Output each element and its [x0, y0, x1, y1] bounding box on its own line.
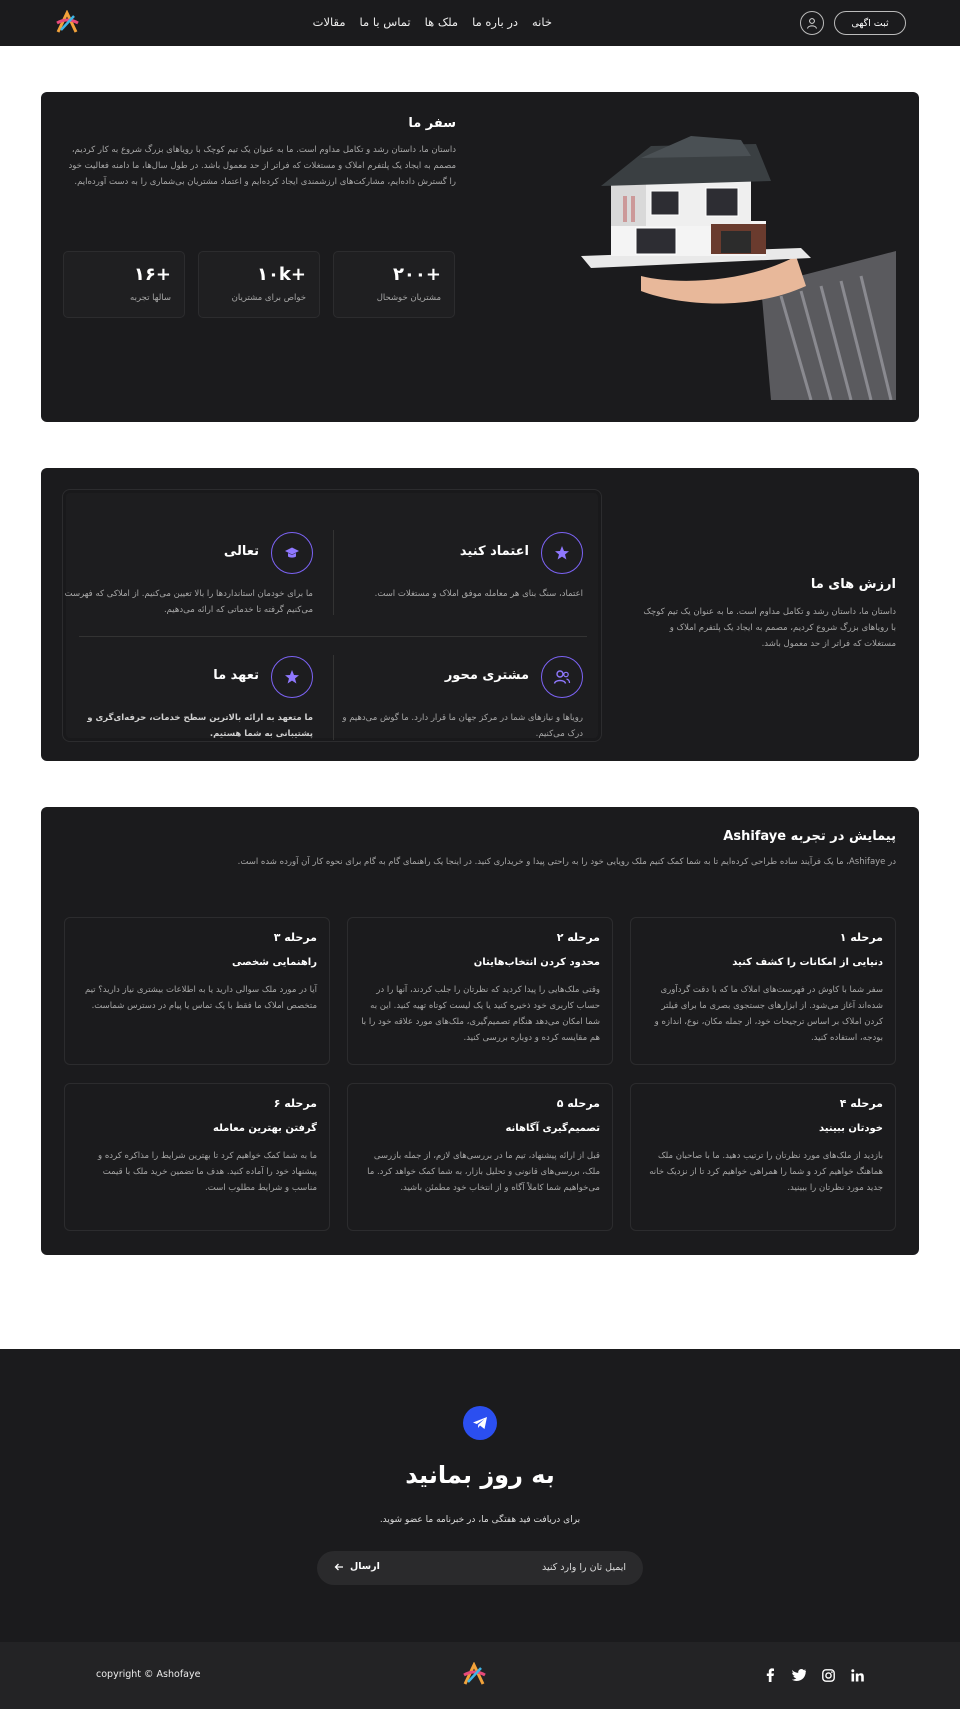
- step-text: آیا در مورد ملک سوالی دارید یا به اطلاعات بیشتری نیاز دارید؟ تیم متخصص املاک ما فقط با یک تماس یا پیام در دسترس شماست.: [84, 985, 317, 1011]
- value-item-commitment: [63, 656, 313, 756]
- nav-home[interactable]: خانه: [532, 15, 552, 29]
- step-title: تصمیم‌گیری آگاهانه: [505, 1123, 600, 1134]
- header: [0, 0, 960, 46]
- graduation-cap-icon: [271, 532, 313, 574]
- steps-text: در Ashifaye، ما یک فرآیند ساده طراحی کرده‌ایم تا به شما کمک کنیم ملک رویایی خود را به راحتی پیدا و خریداری کنید. در اینجا یک راهنمای گام به گام برای نحوه کار آن آورده شده است.: [237, 857, 896, 867]
- step-card-6: [64, 1083, 330, 1231]
- values-title: ارزش های ما: [810, 577, 896, 592]
- step-text: بازدید از ملک‌های مورد نظرتان را ترتیب دهید. ما با صاحبان ملک هماهنگ خواهیم کرد و شما را همراهی خواهیم کرد تا از نزدیک خانه جدید مورد نظرتان را ببینید.: [649, 1151, 883, 1193]
- user-icon: [806, 17, 818, 29]
- step-card-5: [347, 1083, 613, 1231]
- step-text: سفر شما با کاوش در فهرست‌های املاک ما که با دقت گردآوری شده‌اند آغاز می‌شود. از ابزارهای جستجوی بصری ما برای فیلتر کردن املاک بر اساس ترجیحات خود، از جمله مکان، نوع، اندازه و بودجه، استفاده کنید.: [654, 985, 883, 1043]
- logo-icon[interactable]: [54, 10, 80, 36]
- step-text: وقتی ملک‌هایی را پیدا کردید که نظرتان را جلب کردند، آنها را در حساب کاربری خود ذخیره کنید یا یک لیست کوتاه تهیه کنید. این به شما امکان می‌دهد هنگام تصمیم‌گیری، ملک‌های مورد علاقه خود را با هم مقایسه کرده و دوباره بررسی کنید.: [361, 985, 600, 1043]
- stat-value: +۱۶: [133, 264, 171, 285]
- users-icon: [541, 656, 583, 698]
- main-nav: [313, 15, 552, 29]
- stat-label: مشتریان خوشحال: [376, 293, 441, 303]
- copyright: copyright © Ashofaye: [96, 1669, 201, 1680]
- step-title: گرفتن بهترین معامله: [213, 1123, 317, 1134]
- email-field[interactable]: [317, 1551, 643, 1585]
- user-button[interactable]: [800, 11, 824, 35]
- step-title: خودتان ببینید: [819, 1123, 883, 1134]
- star-icon: [541, 532, 583, 574]
- value-item-trust: [333, 532, 583, 632]
- step-number: مرحله ۱: [839, 931, 883, 944]
- steps-title: پیمایش در تجربه Ashifaye: [723, 829, 896, 844]
- step-text: قبل از ارائه پیشنهاد، تیم ما در بررسی‌های لازم، از جمله بازرسی ملک، بررسی‌های قانونی و تحلیل بازار، به شما کمک خواهد کرد. ما می‌خواهیم شما کاملاً آگاه و از انتخاب خود مطمئن باشید.: [367, 1151, 600, 1193]
- values-grid: [62, 489, 602, 742]
- value-item-excellence: [63, 532, 313, 632]
- value-text: رویاها و نیازهای شما در مرکز جهان ما قرار دارد. ما گوش می‌دهیم و درک می‌کنیم.: [342, 713, 583, 739]
- stat-properties: [198, 251, 320, 318]
- journey-title: سفر ما: [408, 116, 456, 131]
- value-item-customer: [333, 656, 583, 756]
- footer: [0, 1642, 960, 1709]
- stat-years: [63, 251, 185, 318]
- house-image: [581, 136, 896, 400]
- step-title: دنیایی از امکانات را کشف کنید: [732, 957, 883, 968]
- nav-properties[interactable]: ملک ها: [424, 15, 459, 29]
- divider: [79, 636, 587, 637]
- star-icon: [271, 656, 313, 698]
- step-title: راهنمایی شخصی: [231, 957, 317, 968]
- step-number: مرحله ۶: [273, 1097, 317, 1110]
- nav-about[interactable]: در باره ما: [472, 15, 519, 29]
- telegram-icon: [463, 1406, 497, 1440]
- newsletter-subtitle: برای دریافت فید هفتگی ما، در خبرنامه ما عضو شوید.: [379, 1515, 581, 1525]
- journey-text: داستان ما، داستان رشد و تکامل مداوم است. ما به عنوان یک تیم کوچک با رویاهای بزرگ شروع به کار کردیم، مصمم به ایجاد یک پلتفرم املاک و مستغلات که فراتر از حد معمول باشد. در طول سال‌ها، ما دامنه فعالیت خود را گسترش داده‌ایم، مشارکت‌های ارزشمندی ایجاد کرده‌ایم و اعتماد مشتریان بی‌شماری را به دست آورده‌ایم.: [68, 145, 456, 187]
- instagram-icon[interactable]: [820, 1667, 836, 1683]
- step-number: مرحله ۵: [556, 1097, 600, 1110]
- steps-section: [41, 807, 919, 1255]
- newsletter-title: به روز بمانید: [405, 1461, 555, 1489]
- values-text: داستان ما، داستان رشد و تکامل مداوم است. ما به عنوان یک تیم کوچک با رویاهای بزرگ شروع کردیم، مصمم به ایجاد یک پلتفرم املاک و مستغلات که فراتر از حد معمول باشد.: [643, 607, 896, 649]
- arrow-left-icon: [334, 1562, 344, 1572]
- value-text: ما برای خودمان استانداردها را بالا تعیین می‌کنیم. از املاکی که فهرست می‌کنیم گرفته تا خدماتی که ارائه می‌دهیم.: [64, 589, 313, 615]
- send-button[interactable]: [334, 1561, 380, 1572]
- step-number: مرحله ۳: [273, 931, 317, 944]
- step-number: مرحله ۴: [839, 1097, 883, 1110]
- twitter-icon[interactable]: [791, 1667, 807, 1683]
- step-number: مرحله ۲: [556, 931, 600, 944]
- value-title: مشتری محور: [444, 668, 529, 683]
- footer-logo-icon[interactable]: [461, 1662, 487, 1688]
- linkedin-icon[interactable]: [849, 1667, 865, 1683]
- send-label: ارسال: [350, 1561, 380, 1572]
- value-text: ما متعهد به ارائه بالاترین سطح خدمات، حرفه‌ای‌گری و پشتیبانی به شما هستیم.: [87, 713, 313, 739]
- facebook-icon[interactable]: [762, 1667, 778, 1683]
- value-title: تعهد ما: [213, 668, 259, 683]
- stat-label: سالها تجربه: [130, 293, 171, 303]
- step-text: ما به شما کمک خواهیم کرد تا بهترین شرایط را مذاکره کرده و پیشنهاد خود را آماده کنید. هدف ما تضمین خرید ملک با قیمت مناسب و شرایط مطلوب است.: [98, 1151, 317, 1193]
- value-text: اعتماد، سنگ بنای هر معامله موفق املاک و مستغلات است.: [374, 589, 583, 599]
- stat-label: خواص برای مشتریان: [231, 293, 306, 303]
- nav-contact[interactable]: تماس با ما: [359, 15, 411, 29]
- step-card-3: [64, 917, 330, 1065]
- stat-value: +۱۰k: [256, 264, 306, 285]
- stat-happy-clients: [333, 251, 455, 318]
- post-ad-button[interactable]: ثبت اگهی: [834, 11, 906, 35]
- value-title: تعالی: [223, 544, 259, 559]
- stat-value: +۲۰۰: [392, 264, 441, 285]
- step-card-4: [630, 1083, 896, 1231]
- step-title: محدود کردن انتخاب‌هایتان: [473, 957, 600, 968]
- values-section: [41, 468, 919, 761]
- step-card-2: [347, 917, 613, 1065]
- journey-section: [41, 92, 919, 422]
- nav-articles[interactable]: مقالات: [312, 15, 346, 29]
- step-card-1: [630, 917, 896, 1065]
- email-placeholder: ایمیل تان را وارد کنید: [542, 1562, 626, 1573]
- newsletter-section: [0, 1349, 960, 1642]
- value-title: اعتماد کنید: [459, 544, 529, 559]
